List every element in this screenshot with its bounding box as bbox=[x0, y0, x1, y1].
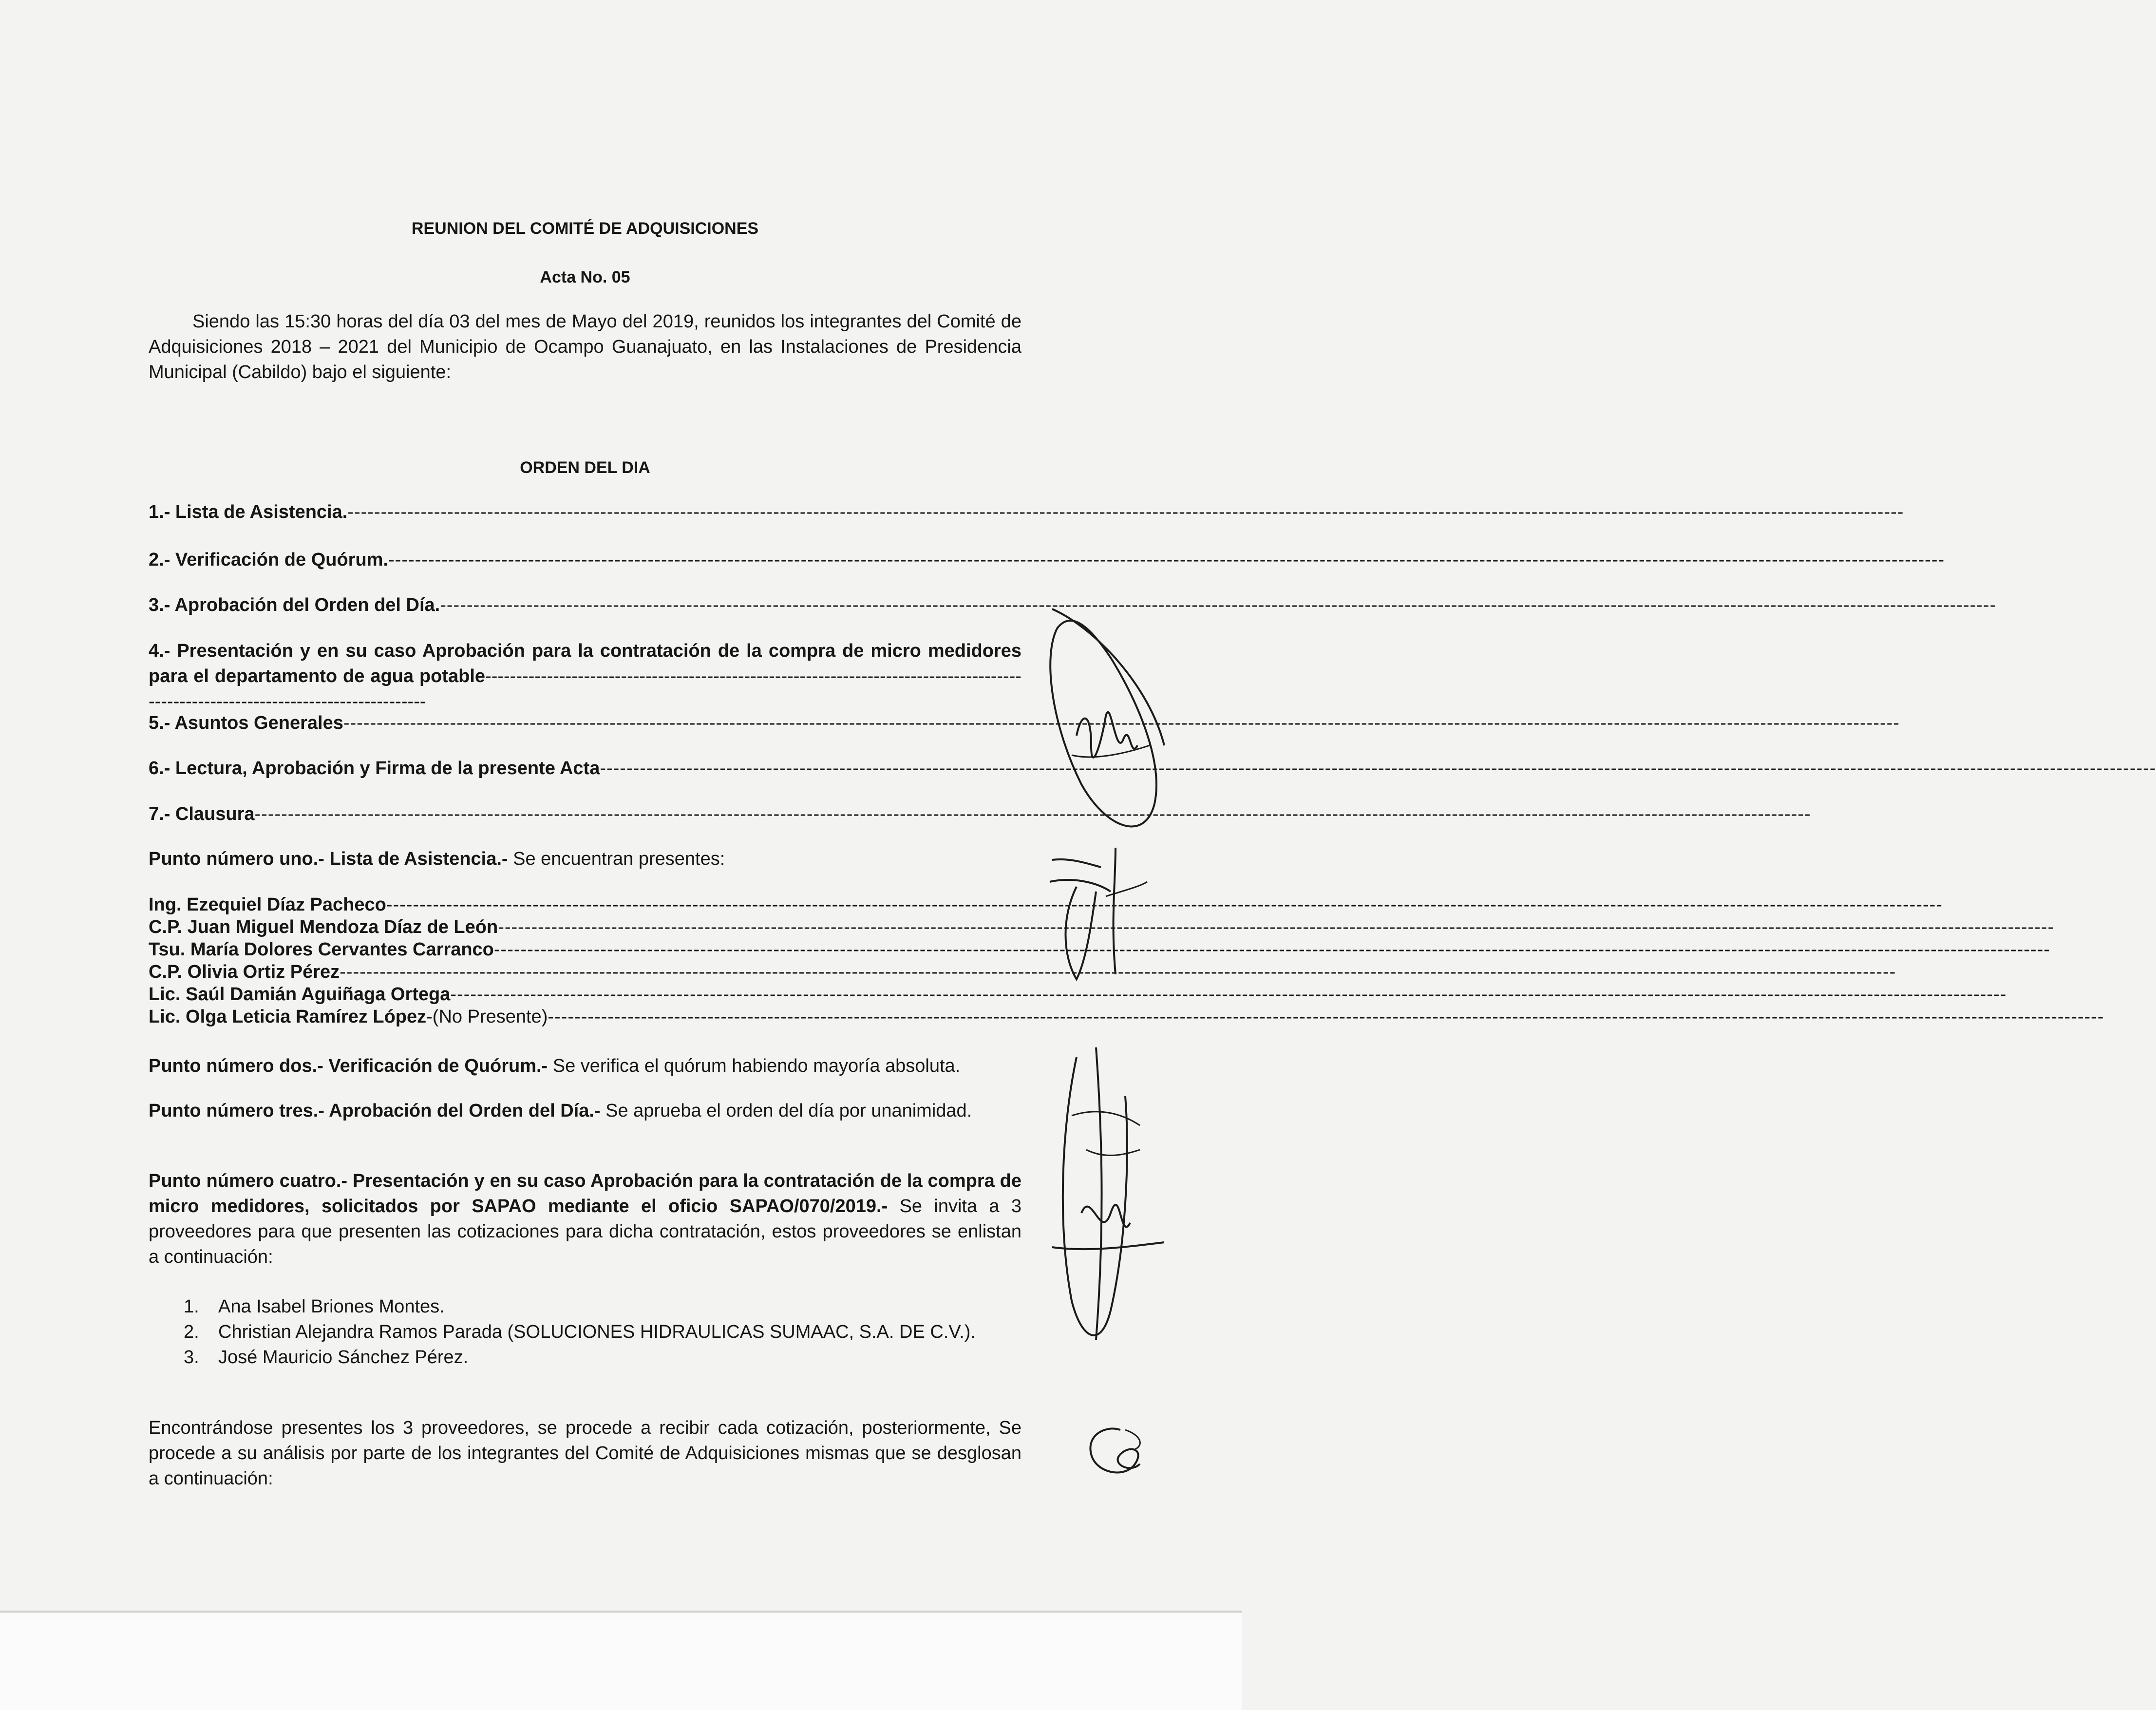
punto-tres-label: Punto número tres.- Aprobación del Orden del Día.- bbox=[149, 1101, 601, 1121]
attendee-row bbox=[149, 961, 1021, 983]
attendee-name: Lic. Olga Leticia Ramírez López bbox=[149, 1007, 427, 1027]
attendee-row bbox=[149, 916, 1021, 938]
punto-dos-text: Se verifica el quórum habiendo mayoría absoluta. bbox=[548, 1056, 961, 1076]
punto-tres bbox=[149, 1098, 1021, 1123]
punto-cuatro bbox=[149, 1168, 1021, 1270]
list-number: 2. bbox=[184, 1322, 199, 1342]
orden-item-text: 4.- Presentación y en su caso Aprobación para la contratación de la compra de micro medidores para el departamento de agua potable bbox=[149, 641, 1021, 686]
proveedor-name: Ana Isabel Briones Montes. bbox=[218, 1296, 445, 1317]
scan-edge bbox=[0, 1611, 1242, 1613]
punto-tres-text: Se aprueba el orden del día por unanimidad. bbox=[600, 1101, 972, 1121]
attendee-name: C.P. Olivia Ortiz Pérez bbox=[149, 962, 340, 982]
list-item bbox=[149, 1319, 1021, 1345]
scan-background bbox=[0, 1613, 1242, 1710]
list-number: 1. bbox=[184, 1296, 199, 1317]
punto-uno-label: Punto número uno.- Lista de Asistencia.- bbox=[149, 849, 508, 869]
punto-uno-text: Se encuentran presentes: bbox=[508, 849, 725, 869]
proveedor-name: Christian Alejandra Ramos Parada (SOLUCIONES HIDRAULICAS SUMAAC, S.A. DE C.V.). bbox=[218, 1322, 976, 1342]
orden-item-5 bbox=[149, 710, 1021, 736]
signature-2 bbox=[1042, 838, 1154, 994]
intro-paragraph: Siendo las 15:30 horas del día 03 del mes de Mayo del 2019, reunidos los integrantes del Comité de Adquisiciones 2018 – 2021 del Municipio de Ocampo Guanajuato, en las Instalaciones de Presidencia Municipal (Cabildo) bajo el siguiente: bbox=[149, 311, 1021, 382]
attendee-name: Lic. Saúl Damián Aguiñaga Ortega bbox=[149, 984, 451, 1005]
document-title: REUNION DEL COMITÉ DE ADQUISICIONES bbox=[411, 219, 759, 238]
orden-item-text: 1.- Lista de Asistencia. bbox=[149, 502, 348, 522]
orden-item-text: 5.- Asuntos Generales bbox=[149, 713, 343, 733]
attendee-row bbox=[149, 893, 1021, 916]
orden-item-7 bbox=[149, 801, 1021, 827]
punto-uno bbox=[149, 846, 1021, 872]
punto-cuatro-text: Se invita a 3 proveedores para que presenten las cotizaciones para dicha contratación, estos proveedores se enlistan a continuación: bbox=[149, 1196, 1021, 1267]
acta-number: Acta No. 05 bbox=[540, 268, 630, 286]
orden-item-3 bbox=[149, 592, 1021, 618]
orden-item-text: 7.- Clausura bbox=[149, 804, 255, 824]
orden-item-6 bbox=[149, 756, 1021, 781]
attendee-name: Tsu. María Dolores Cervantes Carranco bbox=[149, 939, 494, 960]
attendee-row bbox=[149, 983, 1021, 1006]
attendee-name: C.P. Juan Miguel Mendoza Díaz de León bbox=[149, 917, 498, 937]
punto-dos-label: Punto número dos.- Verificación de Quórum.- bbox=[149, 1056, 548, 1076]
list-item bbox=[149, 1345, 1021, 1370]
orden-item-text: 2.- Verificación de Quórum. bbox=[149, 550, 389, 570]
attendee-note: -(No Presente) bbox=[426, 1007, 548, 1027]
signature-1 bbox=[1038, 599, 1184, 853]
attendance-list bbox=[149, 893, 1021, 1028]
attendee-name: Ing. Ezequiel Díaz Pacheco bbox=[149, 894, 386, 915]
signature-4 bbox=[1077, 1415, 1154, 1493]
list-number: 3. bbox=[184, 1347, 199, 1368]
punto-cuatro-label: Punto número cuatro.- Presentación y en su caso Aprobación para la contratación de la compra de micro medidores, solicitados por SAPAO mediante el oficio SAPAO/070/2019.- bbox=[149, 1171, 1021, 1216]
punto-dos bbox=[149, 1053, 1021, 1079]
signature-3 bbox=[1042, 1038, 1169, 1359]
orden-item-text: 6.- Lectura, Aprobación y Firma de la presente Acta bbox=[149, 758, 600, 779]
closing-paragraph: Encontrándose presentes los 3 proveedores, se procede a recibir cada cotización, posteriormente, Se procede a su análisis por parte de los integrantes del Comité de Adquisiciones mismas que se desglosan a continuación: bbox=[149, 1418, 1021, 1489]
orden-item-text: 3.- Aprobación del Orden del Día. bbox=[149, 595, 440, 615]
list-item bbox=[149, 1294, 1021, 1319]
attendee-row bbox=[149, 938, 1021, 961]
orden-item-2 bbox=[149, 547, 1021, 572]
orden-del-dia-title: ORDEN DEL DIA bbox=[520, 458, 650, 477]
attendee-row bbox=[149, 1006, 1013, 1028]
proveedores-list bbox=[149, 1294, 1021, 1370]
proveedor-name: José Mauricio Sánchez Pérez. bbox=[218, 1347, 469, 1368]
orden-item-1 bbox=[149, 499, 1021, 525]
orden-item-4: 4.- Presentación y en su caso Aprobación para la contratación de la compra de micro medidores para el departamento de agua potable------------------------------------------------------------------------------------------------------------------------------------ bbox=[149, 641, 1021, 712]
